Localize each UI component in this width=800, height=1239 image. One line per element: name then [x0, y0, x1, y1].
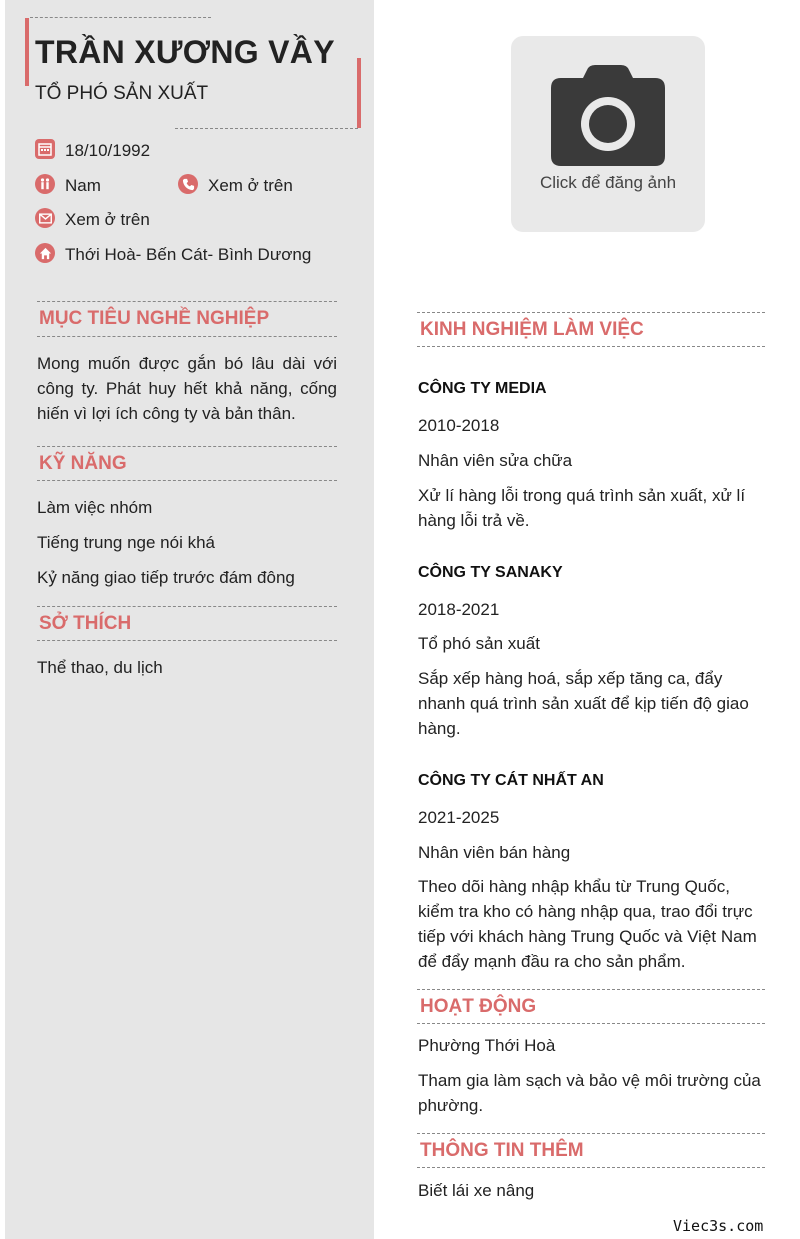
job-company: CÔNG TY SANAKY — [418, 564, 563, 581]
header-divider-top — [30, 17, 211, 18]
skill-item: Kỷ năng giao tiếp trước đám đông — [37, 568, 295, 587]
job-period: 2021-2025 — [418, 808, 500, 827]
activities-divider-top — [417, 989, 765, 990]
calendar-icon — [35, 139, 55, 159]
activity-place: Phường Thới Hoà — [418, 1036, 556, 1055]
job-period: 2018-2021 — [418, 600, 500, 619]
hobbies-divider-bottom — [37, 640, 337, 641]
objective-divider-bottom — [37, 336, 337, 337]
job-description: Sắp xếp hàng hoá, sắp xếp tăng ca, đẩy nhanh quá trình sản xuất để kịp tiến độ giao hàng. — [418, 669, 749, 738]
watermark: Viec3s.com — [673, 1217, 764, 1235]
gender-icon — [35, 174, 55, 194]
hobbies-text: Thể thao, du lịch — [37, 658, 163, 677]
phone-value: Xem ở trên — [208, 176, 293, 195]
phone-icon — [178, 174, 198, 194]
skills-divider-top — [37, 446, 337, 447]
additional-title: THÔNG TIN THÊM — [420, 1140, 584, 1161]
hobbies-title: SỞ THÍCH — [39, 613, 132, 634]
additional-divider-top — [417, 1133, 765, 1134]
job-description: Xử lí hàng lỗi trong quá trình sản xuất, xử lí hàng lỗi trả về. — [418, 486, 746, 530]
job-description: Theo dõi hàng nhập khẩu từ Trung Quốc, kiểm tra kho có hàng nhập qua, trao đổi trực tiếp với khách hàng Trung Quốc và Việt Nam để đẩy mạnh đầu ra cho sản phẩm. — [418, 877, 757, 971]
email-icon — [35, 208, 55, 228]
objective-divider-top — [37, 301, 337, 302]
skill-item: Tiếng trung nge nói khá — [37, 533, 215, 552]
job-company: CÔNG TY CÁT NHẤT AN — [418, 772, 604, 789]
skill-item: Làm việc nhóm — [37, 498, 153, 517]
email-value: Xem ở trên — [65, 210, 150, 229]
objective-text: Mong muốn được gắn bó lâu dài với công ty. Phát huy hết khả năng, cống hiến vì lợi ích công ty và bản thân. — [37, 354, 337, 423]
job-company: CÔNG TY MEDIA — [418, 380, 547, 397]
additional-divider-bottom — [417, 1167, 765, 1168]
job-role: Tổ phó sản xuất — [418, 634, 540, 653]
additional-text: Biết lái xe nâng — [418, 1181, 535, 1200]
candidate-position: TỔ PHÓ SẢN XUẤT — [35, 83, 209, 104]
home-icon — [35, 243, 55, 263]
candidate-name: TRẦN XƯƠNG VẦY — [35, 34, 335, 70]
activities-title: HOẠT ĐỘNG — [420, 996, 537, 1017]
job-role: Nhân viên sửa chữa — [418, 451, 573, 470]
skills-title: KỸ NĂNG — [39, 453, 127, 474]
job-period: 2010-2018 — [418, 416, 500, 435]
experience-title: KINH NGHIỆM LÀM VIỆC — [420, 319, 644, 340]
header-divider-bottom — [175, 128, 358, 129]
header-accent-left — [25, 18, 29, 86]
activities-divider-bottom — [417, 1023, 765, 1024]
birthday-value: 18/10/1992 — [65, 141, 151, 160]
gender-value: Nam — [65, 176, 101, 195]
header-accent-right — [357, 58, 361, 128]
objective-title: MỤC TIÊU NGHỀ NGHIỆP — [39, 308, 270, 329]
job-role: Nhân viên bán hàng — [418, 843, 571, 862]
experience-divider-top — [417, 312, 765, 313]
activity-description: Tham gia làm sạch và bảo vệ môi trường của phường. — [418, 1071, 761, 1115]
photo-upload[interactable] — [511, 36, 705, 232]
hobbies-divider-top — [37, 606, 337, 607]
photo-upload-label: Click để đăng ảnh — [539, 173, 677, 192]
address-value: Thới Hoà- Bến Cát- Bình Dương — [65, 245, 312, 264]
camera-icon — [549, 64, 667, 168]
skills-divider-bottom — [37, 480, 337, 481]
experience-divider-bottom — [417, 346, 765, 347]
